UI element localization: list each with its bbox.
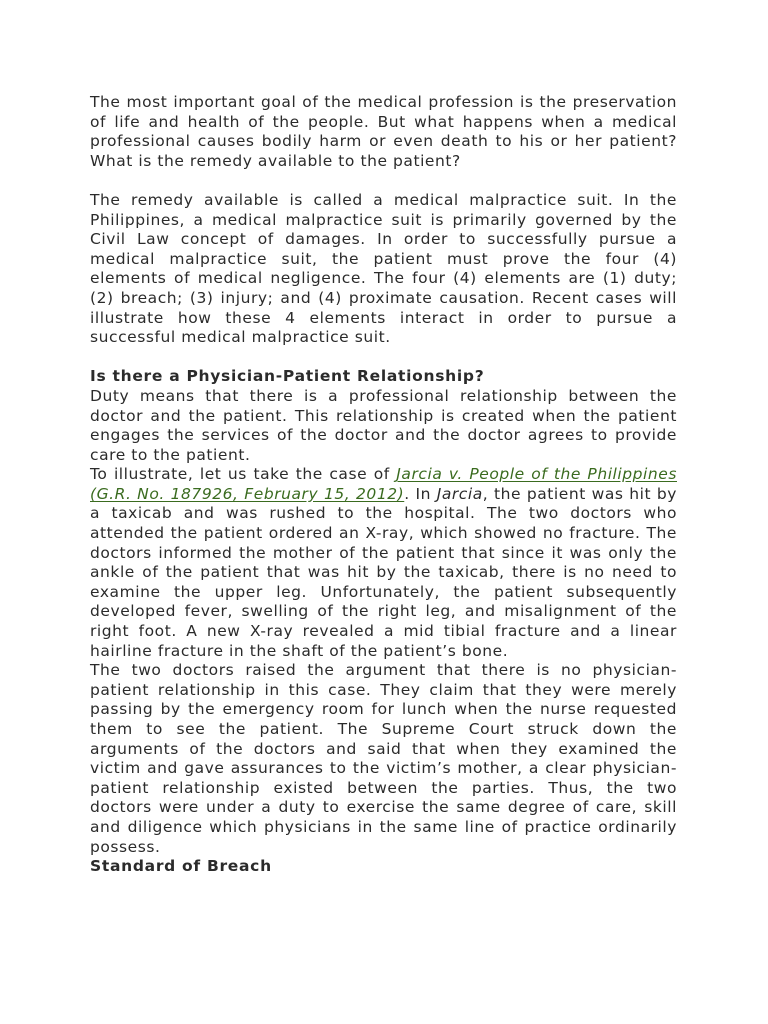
remedy-paragraph: The remedy available is called a medical malpractice suit. In the Philippines, a medical malpractice suit is primarily governed by the Civil Law concept of damages. In order to successfully pursue a medical malpractice suit, the patient must prove the four (4) elements of medical negligence. The four (4) elements are (1) duty; (2) breach; (3) injury; and (4) proximate causation. Recent cases will illustrate how these 4 elements interact in order to pursue a successful medical malpractice suit.: [90, 190, 677, 347]
illustrate-prefix: To illustrate, let us take the case of: [90, 465, 397, 484]
duty-paragraph: Duty means that there is a professional relationship between the doctor and the patient. This relationship is created when the patient engages the services of the doctor and the doctor agrees to provide care to the patient.: [90, 386, 677, 464]
section-heading-physician-patient: Is there a Physician-Patient Relationship?: [90, 367, 485, 386]
argument-paragraph: The two doctors raised the argument that there is no physician-patient relationship in this case. They claim that they were merely passing by the emergency room for lunch when the nurse requested them to see the patient. The Supreme Court struck down the arguments of the doctors and said that when they examined the victim and gave assurances to the victim’s mother, a clear physician-patient relationship existed between the parties. Thus, the two doctors were under a duty to exercise the same degree of care, skill and diligence which physicians in the same line of practice ordinarily possess.: [90, 661, 677, 856]
illustrate-rest: , the patient was hit by a taxicab and was rushed to the hospital. The two doctors who attended the patient ordered an X-ray, which showed no fracture. The doctors informed the mother of the patient that since it was only the ankle of the patient that was hit by the taxicab, there is no need to examine the upper leg. Unfortunately, the patient subsequently developed fever, swelling of the right leg, and misalignment of the right foot. A new X-ray revealed a mid tibial fracture and a linear hairline fracture in the shaft of the patient’s bone.: [90, 484, 677, 660]
paragraph-spacer: [90, 348, 677, 368]
section-heading-standard-of-breach: Standard of Breach: [90, 857, 272, 876]
illustrate-paragraph: [90, 465, 677, 661]
case-short-name: Jarcia: [436, 484, 483, 503]
document-page: [90, 93, 677, 877]
intro-paragraph: The most important goal of the medical profession is the preservation of life and health of the people. But what happens when a medical professional causes bodily harm or even death to his or her patient? What is the remedy available to the patient?: [90, 93, 677, 170]
paragraph-spacer: [90, 171, 677, 191]
illustrate-mid: . In: [404, 484, 437, 503]
case-citation-link[interactable]: Jarcia v. People of the Philippines (G.R. No. 187926, February 15, 2012): [90, 465, 677, 503]
